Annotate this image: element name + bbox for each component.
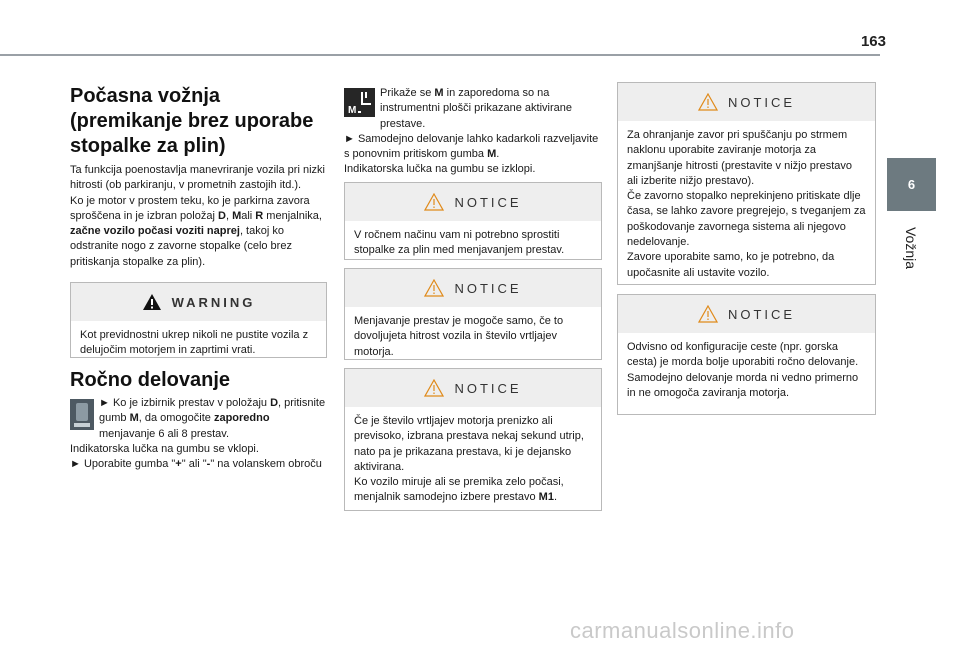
notice-heading: NOTICE <box>454 380 522 396</box>
notice-heading: NOTICE <box>454 194 522 210</box>
creep-intro: Ta funkcija poenostavlja manevriranje vozila pri nizki hitrosti (ob parkiranju, v prometnih zastojih itd.). <box>70 164 325 192</box>
chapter-number: 6 <box>907 177 916 192</box>
notice-text: Menjavanje prestav je mogoče samo, če to dovoljujeta hitrost vozila in število vrtljajev motorja. <box>354 315 564 358</box>
section-title-manual: Ročno delovanje <box>70 369 231 391</box>
manual-step-2: ► Uporabite gumba "+" ali "-" na volanskem obroču <box>70 458 322 471</box>
chapter-label-text: Vožnja <box>903 226 919 270</box>
column-1 <box>70 84 326 270</box>
notice-header <box>345 183 601 221</box>
manual-lamp-on: Indikatorska lučka na gumbu se vklopi. <box>70 442 259 455</box>
notice-heading: NOTICE <box>454 280 522 296</box>
watermark: carmanualsonline.info <box>570 618 795 643</box>
notice-icon <box>424 193 444 211</box>
notice-icon <box>424 379 444 397</box>
notice-box-5 <box>617 294 876 415</box>
notice-header <box>618 295 875 333</box>
auto-cancel: ► Samodejno delovanje lahko kadarkoli razveljavite s ponovnim pritiskom gumba M. <box>344 132 599 161</box>
page-number: 163 <box>860 33 886 50</box>
warning-text: Kot previdnostni ukrep nikoli ne pustite vozila z delujočim motorjem in zaprtimi vrati. <box>80 329 309 357</box>
notice-header <box>345 369 601 407</box>
notice-box-4 <box>617 82 876 285</box>
warning-icon <box>142 293 162 311</box>
notice-text: Za ohranjanje zavor pri spuščanju po strmem naklonu uporabite zaviranje motorja za zmanjšanje hitrosti (prestavite v nižjo prestavo ali izberite nižjo prestavo). Če zavorno stopalko neprekinjeno pritiskate dlje časa, se lahko zavore pregrejejo, s tveganjem za poškodovanje zavornega sistema ali njegovo nedelovanje. Zavore uporabite samo, ko je potrebno, da upočasnite ali ustavite vozilo. <box>627 129 866 279</box>
notice-header <box>345 269 601 307</box>
warning-box <box>70 282 327 358</box>
chapter-label <box>889 218 933 278</box>
manual-display-info: M Prikaže se M in zaporedoma so na instrumentni plošči prikazane aktivirane prestave. <box>344 86 600 132</box>
column-1-lower <box>70 368 326 472</box>
section-title-creep: Počasna vožnja (premikanje brez uporabe stopalke za plin) <box>70 85 314 157</box>
notice-header <box>618 83 875 121</box>
lamp-off: Indikatorska lučka na gumbu se izklopi. <box>344 163 536 176</box>
top-divider <box>0 54 880 56</box>
notice-box-1 <box>344 182 602 260</box>
notice-icon <box>698 93 718 111</box>
manual-mode-icon <box>344 88 375 117</box>
manual-step-1: ► Ko je izbirnik prestav v položaju D, pritisnite gumb M, da omogočite zaporedno menjavanje 6 ali 8 prestav. <box>70 396 326 442</box>
notice-heading: NOTICE <box>727 306 796 322</box>
column-2 <box>344 86 600 178</box>
warning-header <box>71 283 326 321</box>
svg-text:M: M <box>348 105 357 116</box>
gear-selector-icon <box>70 399 94 430</box>
warning-heading: WARNING <box>171 294 256 310</box>
notice-text: Odvisno od konfiguracije ceste (npr. gorska cesta) je morda bolje uporabiti ročno delovanje. Samodejno delovanje morda ni vedno primerno in ne omogoča zaviranja motorja. <box>627 341 859 399</box>
notice-icon <box>424 279 444 297</box>
notice-text: V ročnem načinu vam ni potrebno sprostiti stopalke za plin med menjavanjem prestav. <box>354 229 565 257</box>
notice-text: Če je število vrtljajev motorja prenizko ali previsoko, izbrana prestava nekaj sekund utrip, nato pa je prikazana prestava, ki je dejansko aktivirana. Ko vozilo miruje ali se premika zelo počasi, menjalnik samodejno izbere prestavo M1. <box>354 415 584 504</box>
creep-conditions: Ko je motor v prostem teku, ko je parkirna zavora sproščena in je izbran položaj D, Mali R menjalnika, začne vozilo počasi voziti naprej, takoj ko odstranite nogo z zavorne stopalke (celo brez pritiskanja stopalke za plin). <box>70 194 322 268</box>
notice-heading: NOTICE <box>727 94 796 110</box>
notice-box-2 <box>344 268 602 360</box>
notice-box-3 <box>344 368 602 511</box>
notice-icon <box>698 305 718 323</box>
chapter-tab[interactable] <box>887 158 936 211</box>
